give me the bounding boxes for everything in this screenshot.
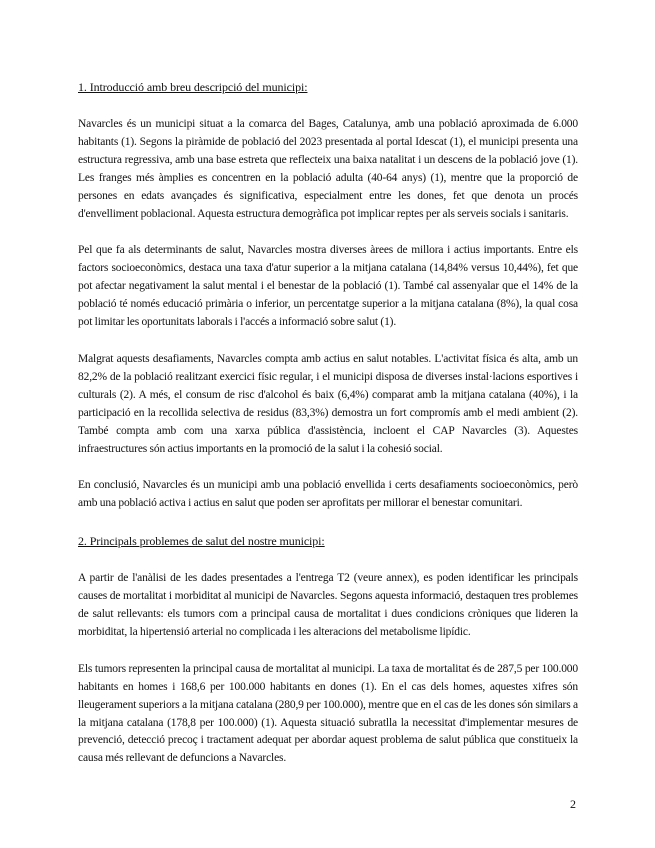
section-heading-health-problems: 2. Principals problemes de salut del nostre municipi: — [78, 534, 325, 549]
paragraph-analysis-overview: A partir de l'anàlisi de les dades presentades a l'entrega T2 (veure annex), es poden identificar les principals causes de mortalitat i morbiditat al municipi de Navarcles. Segons aquesta informació, destaquen tres problemes de salut rellevants: els tumors com a principal causa de mortalitat i dues condicions cròniques que lideren la morbiditat, la hipertensió arterial no complicada i les alteracions del metabolisme lipídic. — [78, 572, 578, 638]
paragraph-demographics: Navarcles és un municipi situat a la comarca del Bages, Catalunya, amb una població aproximada de 6.000 habitants (1). Segons la piràmide de població del 2023 presentada al portal Idescat (1), el municipi presenta una estructura regressiva, amb una base estreta que reflecteix una baixa natalitat i un descens de la població jove (1). Les franges més àmplies es concentren en la població adulta (40-64 anys) (1), mentre que la proporció de persones en edats avançades és significativa, especialment entre les dones, fet que denota un procés d'envelliment poblacional. Aquesta estructura demogràfica pot implicar reptes per als serveis socials i sanitaris. — [78, 118, 578, 220]
document-page — [78, 78, 578, 787]
paragraph-conclusion: En conclusió, Navarcles és un municipi amb una població envellida i certs desafiaments socioeconòmics, però amb una població activa i actius en salut que poden ser aprofitats per millorar el benestar comunitari. — [78, 479, 578, 510]
paragraph-health-assets: Malgrat aquests desafiaments, Navarcles compta amb actius en salut notables. L'activitat física és alta, amb un 82,2% de la població realitzant exercici físic regular, i el municipi disposa de diverses instal·lacions esportives i culturals (2). A més, el consum de risc d'alcohol és baix (6,4%) comparat amb la mitjana catalana (40%), i la participació en la recollida selectiva de residus (83,3%) demostra un fort compromís amb el medi ambient (2). També compta amb com una xarxa pública d'assistència, incloent el CAP Navarcles (3). Aquestes infraestructures són actius importants en la promoció de la salut i la cohesió social. — [78, 352, 578, 455]
paragraph-tumors: Els tumors representen la principal causa de mortalitat al municipi. La taxa de mortalitat és de 287,5 per 100.000 habitants en homes i 168,6 per 100.000 habitants en dones (1). En el cas dels homes, aquestes xifres són lleugerament superiors a la mitjana catalana (280,9 per 100.000), mentre que en el cas de les dones són similars a la mitjana catalana (178,8 per 100.000) (1). Aquesta situació subratlla la necessitat d'implementar mesures de prevenció, detecció precoç i tractament adequat per abordar aquest problema de salut pública que constitueix la causa més rellevant de defuncions a Navarcles. — [78, 662, 578, 765]
page-number: 2 — [570, 797, 576, 811]
section-heading-introduction: 1. Introducció amb breu descripció del municipi: — [78, 80, 308, 94]
paragraph-health-determinants: Pel que fa als determinants de salut, Navarcles mostra diverses àrees de millora i actius importants. Entre els factors socioeconòmics, destaca una taxa d'atur superior a la mitjana catalana (14,84% versus 10,44%), fet que pot afectar negativament la salut mental i el benestar de la població (1). També cal assenyalar que el 14% de la població té només educació primària o inferior, un percentatge superior a la mitjana catalana (8%), la qual cosa pot limitar les oportunitats laborals i l'accés a informació sobre salut (1). — [78, 244, 578, 329]
